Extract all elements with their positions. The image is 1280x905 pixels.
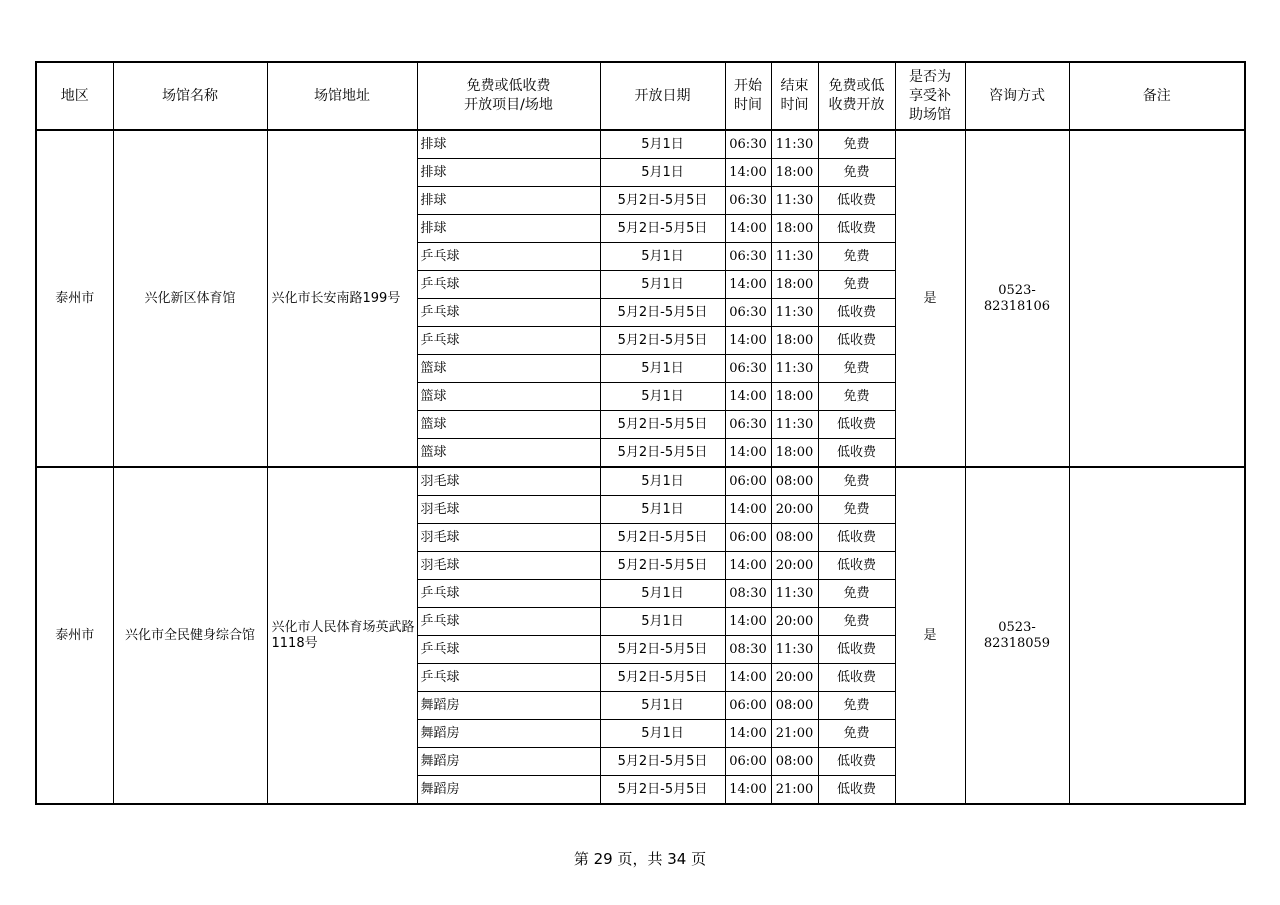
project-cell: 排球 bbox=[417, 215, 600, 243]
fee-type-cell: 免费 bbox=[818, 243, 895, 271]
fee-type-cell: 免费 bbox=[818, 580, 895, 608]
open-date-cell: 5月1日 bbox=[600, 608, 725, 636]
end-time-cell: 21:00 bbox=[771, 720, 818, 748]
header-contact: 咨询方式 bbox=[965, 62, 1069, 130]
fee-type-cell: 低收费 bbox=[818, 748, 895, 776]
header-remarks: 备注 bbox=[1069, 62, 1245, 130]
fee-type-cell: 低收费 bbox=[818, 411, 895, 439]
header-venue-name: 场馆名称 bbox=[113, 62, 267, 130]
header-project: 免费或低收费 开放项目/场地 bbox=[417, 62, 600, 130]
start-time-cell: 06:00 bbox=[725, 692, 771, 720]
fee-type-cell: 免费 bbox=[818, 496, 895, 524]
end-time-cell: 20:00 bbox=[771, 496, 818, 524]
end-time-cell: 08:00 bbox=[771, 524, 818, 552]
open-date-cell: 5月1日 bbox=[600, 159, 725, 187]
start-time-cell: 06:30 bbox=[725, 130, 771, 159]
end-time-cell: 08:00 bbox=[771, 748, 818, 776]
project-cell: 乒乓球 bbox=[417, 299, 600, 327]
start-time-cell: 06:30 bbox=[725, 299, 771, 327]
start-time-cell: 06:30 bbox=[725, 355, 771, 383]
region-cell: 泰州市 bbox=[36, 467, 113, 804]
end-time-cell: 11:30 bbox=[771, 243, 818, 271]
open-date-cell: 5月2日-5月5日 bbox=[600, 552, 725, 580]
open-date-cell: 5月2日-5月5日 bbox=[600, 215, 725, 243]
open-date-cell: 5月1日 bbox=[600, 580, 725, 608]
end-time-cell: 08:00 bbox=[771, 467, 818, 496]
project-cell: 乒乓球 bbox=[417, 327, 600, 355]
end-time-cell: 11:30 bbox=[771, 580, 818, 608]
venue-name-cell: 兴化市全民健身综合馆 bbox=[113, 467, 267, 804]
project-cell: 排球 bbox=[417, 130, 600, 159]
open-date-cell: 5月2日-5月5日 bbox=[600, 299, 725, 327]
open-date-cell: 5月1日 bbox=[600, 467, 725, 496]
remarks-cell bbox=[1069, 130, 1245, 467]
start-time-cell: 14:00 bbox=[725, 720, 771, 748]
end-time-cell: 18:00 bbox=[771, 215, 818, 243]
open-date-cell: 5月2日-5月5日 bbox=[600, 636, 725, 664]
start-time-cell: 14:00 bbox=[725, 159, 771, 187]
project-cell: 乒乓球 bbox=[417, 580, 600, 608]
open-date-cell: 5月2日-5月5日 bbox=[600, 524, 725, 552]
start-time-cell: 06:30 bbox=[725, 187, 771, 215]
project-cell: 篮球 bbox=[417, 383, 600, 411]
start-time-cell: 06:30 bbox=[725, 243, 771, 271]
fee-type-cell: 低收费 bbox=[818, 299, 895, 327]
fee-type-cell: 低收费 bbox=[818, 327, 895, 355]
open-date-cell: 5月2日-5月5日 bbox=[600, 327, 725, 355]
end-time-cell: 11:30 bbox=[771, 355, 818, 383]
end-time-cell: 08:00 bbox=[771, 692, 818, 720]
fee-type-cell: 免费 bbox=[818, 271, 895, 299]
fee-type-cell: 免费 bbox=[818, 608, 895, 636]
end-time-cell: 18:00 bbox=[771, 327, 818, 355]
project-cell: 乒乓球 bbox=[417, 608, 600, 636]
end-time-cell: 11:30 bbox=[771, 187, 818, 215]
fee-type-cell: 低收费 bbox=[818, 664, 895, 692]
table-body bbox=[36, 130, 1245, 804]
project-cell: 篮球 bbox=[417, 439, 600, 468]
project-cell: 篮球 bbox=[417, 411, 600, 439]
venue-address-cell: 兴化市人民体育场英武路1118号 bbox=[267, 467, 417, 804]
open-date-cell: 5月1日 bbox=[600, 130, 725, 159]
open-date-cell: 5月1日 bbox=[600, 243, 725, 271]
start-time-cell: 14:00 bbox=[725, 327, 771, 355]
subsidy-cell: 是 bbox=[895, 467, 965, 804]
end-time-cell: 20:00 bbox=[771, 608, 818, 636]
end-time-cell: 18:00 bbox=[771, 439, 818, 468]
fee-type-cell: 低收费 bbox=[818, 776, 895, 805]
start-time-cell: 14:00 bbox=[725, 776, 771, 805]
venue-name-cell: 兴化新区体育馆 bbox=[113, 130, 267, 467]
table-row bbox=[36, 130, 1245, 159]
header-open-date: 开放日期 bbox=[600, 62, 725, 130]
fee-type-cell: 低收费 bbox=[818, 552, 895, 580]
table-header bbox=[36, 62, 1245, 130]
end-time-cell: 18:00 bbox=[771, 159, 818, 187]
page-footer: 第 29 页，共 34 页 bbox=[573, 850, 707, 868]
open-date-cell: 5月1日 bbox=[600, 271, 725, 299]
remarks-cell bbox=[1069, 467, 1245, 804]
end-time-cell: 11:30 bbox=[771, 636, 818, 664]
project-cell: 排球 bbox=[417, 159, 600, 187]
table-row bbox=[36, 467, 1245, 496]
subsidy-cell: 是 bbox=[895, 130, 965, 467]
end-time-cell: 11:30 bbox=[771, 299, 818, 327]
open-date-cell: 5月1日 bbox=[600, 383, 725, 411]
header-venue-address: 场馆地址 bbox=[267, 62, 417, 130]
open-date-cell: 5月1日 bbox=[600, 692, 725, 720]
start-time-cell: 14:00 bbox=[725, 552, 771, 580]
end-time-cell: 18:00 bbox=[771, 383, 818, 411]
open-date-cell: 5月2日-5月5日 bbox=[600, 439, 725, 468]
end-time-cell: 20:00 bbox=[771, 664, 818, 692]
start-time-cell: 06:00 bbox=[725, 748, 771, 776]
contact-cell: 0523-82318059 bbox=[965, 467, 1069, 804]
project-cell: 舞蹈房 bbox=[417, 720, 600, 748]
start-time-cell: 14:00 bbox=[725, 383, 771, 411]
venue-schedule-table bbox=[35, 61, 1246, 805]
fee-type-cell: 免费 bbox=[818, 355, 895, 383]
venue-table-container bbox=[35, 61, 1246, 805]
project-cell: 篮球 bbox=[417, 355, 600, 383]
project-cell: 舞蹈房 bbox=[417, 692, 600, 720]
fee-type-cell: 免费 bbox=[818, 383, 895, 411]
start-time-cell: 14:00 bbox=[725, 664, 771, 692]
project-cell: 乒乓球 bbox=[417, 636, 600, 664]
project-cell: 乒乓球 bbox=[417, 243, 600, 271]
project-cell: 羽毛球 bbox=[417, 467, 600, 496]
fee-type-cell: 免费 bbox=[818, 467, 895, 496]
end-time-cell: 11:30 bbox=[771, 130, 818, 159]
project-cell: 乒乓球 bbox=[417, 271, 600, 299]
start-time-cell: 08:30 bbox=[725, 636, 771, 664]
end-time-cell: 18:00 bbox=[771, 271, 818, 299]
open-date-cell: 5月2日-5月5日 bbox=[600, 776, 725, 805]
start-time-cell: 06:30 bbox=[725, 411, 771, 439]
open-date-cell: 5月1日 bbox=[600, 355, 725, 383]
open-date-cell: 5月1日 bbox=[600, 496, 725, 524]
region-cell: 泰州市 bbox=[36, 130, 113, 467]
fee-type-cell: 低收费 bbox=[818, 439, 895, 468]
open-date-cell: 5月2日-5月5日 bbox=[600, 748, 725, 776]
header-start-time: 开始 时间 bbox=[725, 62, 771, 130]
project-cell: 舞蹈房 bbox=[417, 748, 600, 776]
start-time-cell: 14:00 bbox=[725, 215, 771, 243]
start-time-cell: 14:00 bbox=[725, 439, 771, 468]
fee-type-cell: 免费 bbox=[818, 130, 895, 159]
contact-cell: 0523-82318106 bbox=[965, 130, 1069, 467]
project-cell: 羽毛球 bbox=[417, 552, 600, 580]
header-end-time: 结束 时间 bbox=[771, 62, 818, 130]
open-date-cell: 5月2日-5月5日 bbox=[600, 664, 725, 692]
fee-type-cell: 低收费 bbox=[818, 636, 895, 664]
header-subsidy: 是否为 享受补 助场馆 bbox=[895, 62, 965, 130]
fee-type-cell: 免费 bbox=[818, 692, 895, 720]
project-cell: 羽毛球 bbox=[417, 496, 600, 524]
project-cell: 舞蹈房 bbox=[417, 776, 600, 805]
open-date-cell: 5月1日 bbox=[600, 720, 725, 748]
header-fee-type: 免费或低 收费开放 bbox=[818, 62, 895, 130]
end-time-cell: 11:30 bbox=[771, 411, 818, 439]
start-time-cell: 08:30 bbox=[725, 580, 771, 608]
header-region: 地区 bbox=[36, 62, 113, 130]
fee-type-cell: 低收费 bbox=[818, 215, 895, 243]
venue-address-cell: 兴化市长安南路199号 bbox=[267, 130, 417, 467]
end-time-cell: 21:00 bbox=[771, 776, 818, 805]
open-date-cell: 5月2日-5月5日 bbox=[600, 411, 725, 439]
start-time-cell: 14:00 bbox=[725, 496, 771, 524]
fee-type-cell: 免费 bbox=[818, 159, 895, 187]
project-cell: 羽毛球 bbox=[417, 524, 600, 552]
start-time-cell: 06:00 bbox=[725, 524, 771, 552]
project-cell: 乒乓球 bbox=[417, 664, 600, 692]
fee-type-cell: 低收费 bbox=[818, 524, 895, 552]
start-time-cell: 14:00 bbox=[725, 608, 771, 636]
end-time-cell: 20:00 bbox=[771, 552, 818, 580]
start-time-cell: 14:00 bbox=[725, 271, 771, 299]
fee-type-cell: 免费 bbox=[818, 720, 895, 748]
start-time-cell: 06:00 bbox=[725, 467, 771, 496]
project-cell: 排球 bbox=[417, 187, 600, 215]
fee-type-cell: 低收费 bbox=[818, 187, 895, 215]
open-date-cell: 5月2日-5月5日 bbox=[600, 187, 725, 215]
